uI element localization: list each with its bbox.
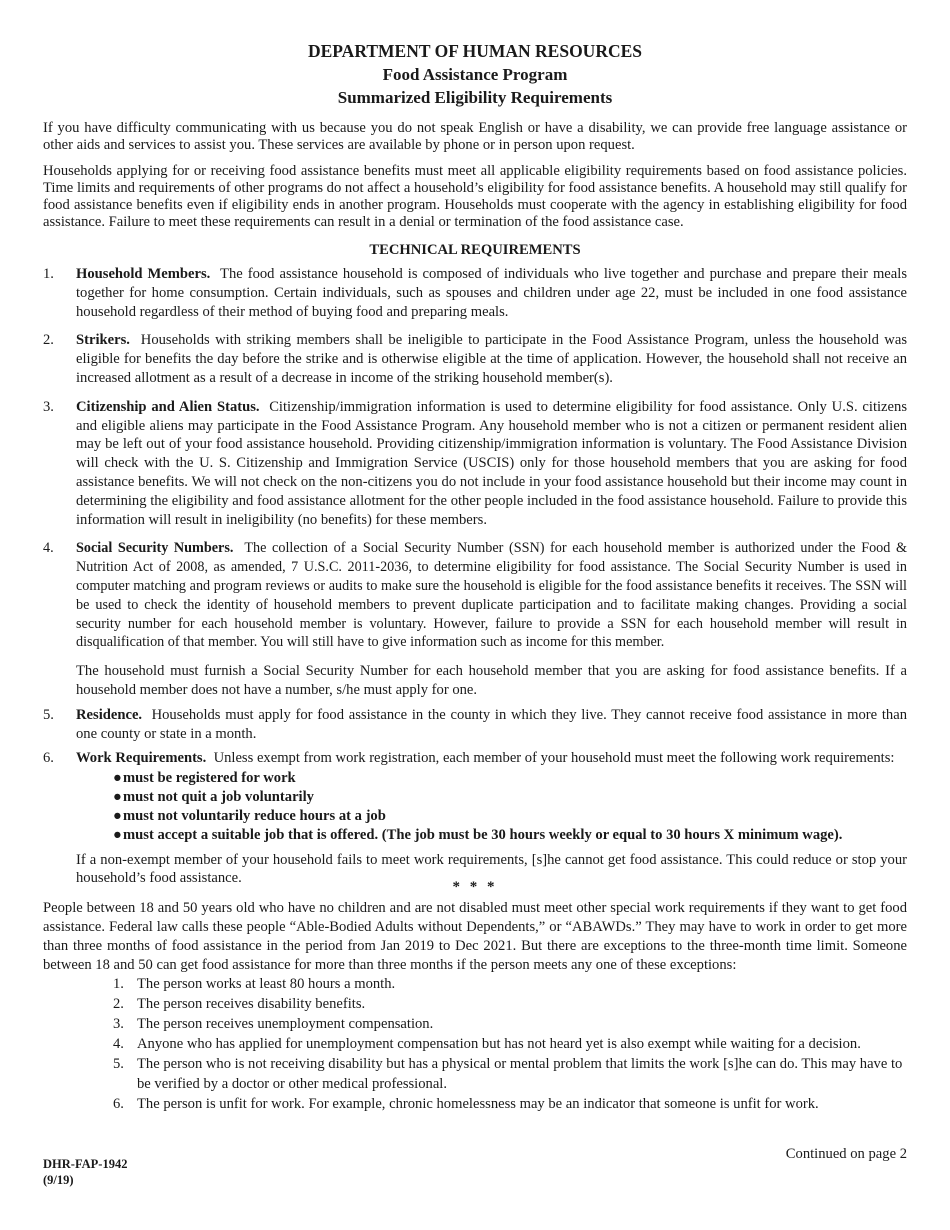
item-number: 5. [43, 706, 54, 723]
work-requirements-list [43, 769, 907, 845]
list-item: 4. Anyone who has applied for unemployment compensation but has not heard yet is also exempt while waiting for a decision. [113, 1036, 861, 1053]
program-name: Food Assistance Program [382, 65, 568, 84]
list-item: ● must not voluntarily reduce hours at a job [113, 808, 386, 825]
item-number: 3. [43, 398, 54, 415]
bullet-icon: ● [113, 827, 122, 844]
item-text: Citizenship/immigration information is used to determine eligibility for food assistance. Only U.S. citizens and eligible aliens may participate in the Food Assistance Program. Any household member who is not a citizen or permanent resident alien may be left out of your food assistance household. Providing citizenship/immigration information is voluntary. The Food Assistance Division will check with the U. S. Citizenship and Immigration Service (USCIS) only for those household members that you are asking for food assistance benefits. We will not check on the non-citizens you do not include in your food assistance household but their income may count in determining the eligibility and food assistance allotment for the other people included in the food assistance household. Failure to provide this information will result in ineligibility (no benefits) for these members. [76, 398, 907, 528]
list-item: 5. The person who is not receiving disability but has a physical or mental problem that limits the work [s]he can do. This may have to be verified by a doctor or other medical professional. [113, 1056, 903, 1093]
list-item: 6. The person is unfit for work. For example, chronic homelessness may be an indicator that someone is unfit for work. [113, 1096, 819, 1113]
requirement-strikers [43, 331, 907, 387]
item-text: The food assistance household is composed of individuals who live together and purchase and prepare their meals together for home consumption. Certain individuals, such as spouses and children under age 22, must be included in one food assistance household regardless of their method of buying food and preparing meals. [76, 266, 907, 320]
form-number: DHR-FAP-1942 [43, 1157, 128, 1171]
form-identifier [43, 1156, 127, 1188]
item-lead: Social Security Numbers. [76, 540, 234, 557]
technical-requirements-heading: TECHNICAL REQUIREMENTS [369, 242, 581, 258]
item-lead: Work Requirements. [76, 750, 207, 767]
document-page [43, 40, 907, 1114]
requirement-household-members [43, 265, 907, 321]
list-item: ● must accept a suitable job that is offered. (The job must be 30 hours weekly or equal to 30 hours X minimum wage). [113, 827, 843, 844]
item-lead: Household Members. [76, 266, 211, 282]
eligibility-intro-paragraph: Households applying for or receiving food assistance benefits must meet all applicable eligibility requirements based on food assistance policies. Time limits and requirements of other programs do not affect a household’s eligibility for food assistance benefits. A household may still qualify for food assistance benefits even if eligibility ends in another program. Households must cooperate with the agency in establishing eligibility for food assistance. Failure to meet these requirements can result in a denial or termination of the food assistance case. [43, 163, 907, 230]
list-item: ● must not quit a job voluntarily [113, 789, 314, 806]
item-number: 1. [43, 266, 54, 282]
document-subtitle: Summarized Eligibility Requirements [337, 88, 613, 107]
bullet-icon: ● [113, 770, 122, 787]
non-exempt-paragraph: If a non-exempt member of your household fails to meet work requirements, [s]he cannot get food assistance. This could reduce or stop your household’s food assistance. [76, 852, 907, 887]
item-number: 4. [43, 540, 54, 557]
list-item: 2. The person receives disability benefits. [113, 996, 366, 1013]
item-lead: Citizenship and Alien Status. [76, 398, 260, 415]
department-name: DEPARTMENT OF HUMAN RESOURCES [307, 41, 642, 61]
item-text: The collection of a Social Security Number (SSN) for each household member is authorized under the Food & Nutrition Act of 2008, as amended, 7 U.S.C. 2011-2036, to determine eligibility for food assistance. The Social Security Number is used in computer matching and program reviews or audits to make sure the household is eligible for the food assistance benefits it receives. The SSN will be used to check the identity of household members to prevent duplicate participation and to facilitate making changes. Providing a social security number for each household member is voluntary. However, failure to provide a SSN for each household member will result in disqualification of that member. You will still have to give information such as income for this member. [76, 540, 908, 651]
section-separator: * * * [452, 879, 498, 896]
requirement-work [43, 749, 907, 768]
list-item: 3. The person receives unemployment compensation. [113, 1016, 434, 1033]
exceptions-list [43, 974, 907, 1114]
requirement-citizenship [43, 398, 907, 530]
item-text: Households with striking members shall be ineligible to participate in the Food Assistance Program, unless the household was eligible for benefits the day before the strike and is otherwise eligible at the time of application. However, the household shall not receive an increased allotment as a result of a decrease in income of the striking household member(s). [76, 332, 908, 386]
form-date: (9/19) [43, 1173, 74, 1187]
ssn-furnish-paragraph: The household must furnish a Social Security Number for each household member that you are asking for food assistance benefits. If a household member does not have a number, s/he must apply for one. [76, 663, 907, 698]
list-item: 1. The person works at least 80 hours a month. [113, 976, 396, 993]
bullet-icon: ● [113, 808, 122, 825]
document-title [43, 40, 907, 109]
item-number: 6. [43, 750, 54, 767]
item-lead: Strikers. [76, 332, 130, 349]
requirement-residence [43, 706, 907, 744]
item-text: Unless exempt from work registration, each member of your household must meet the following work requirements: [213, 750, 895, 767]
language-assistance-paragraph: If you have difficulty communicating with us because you do not speak English or have a disability, we can provide free language assistance or other aids and services to assist you. These services are available by phone or in person upon request. [43, 120, 907, 153]
requirement-social-security [43, 539, 907, 652]
continued-note: Continued on page 2 [785, 1146, 907, 1162]
item-text: Households must apply for food assistance in the county in which they live. They cannot receive food assistance in more than one county or state in a month. [76, 706, 908, 742]
item-lead: Residence. [76, 706, 143, 723]
item-number: 2. [43, 332, 54, 349]
bullet-icon: ● [113, 789, 122, 806]
list-item: ● must be registered for work [113, 770, 296, 787]
abawd-paragraph: People between 18 and 50 years old who have no children and are not disabled must meet other special work requirements if they want to get food assistance. Federal law calls these people “Able-Bodied Adults without Dependents,” or “ABAWDs.” They may have to work in order to get more than three months of food assistance in the period from Jan 2019 to Dec 2021. But there are exceptions to the three-month time limit. Someone between 18 and 50 can get food assistance for more than three months if the person meets any one of these exceptions: [43, 900, 907, 973]
